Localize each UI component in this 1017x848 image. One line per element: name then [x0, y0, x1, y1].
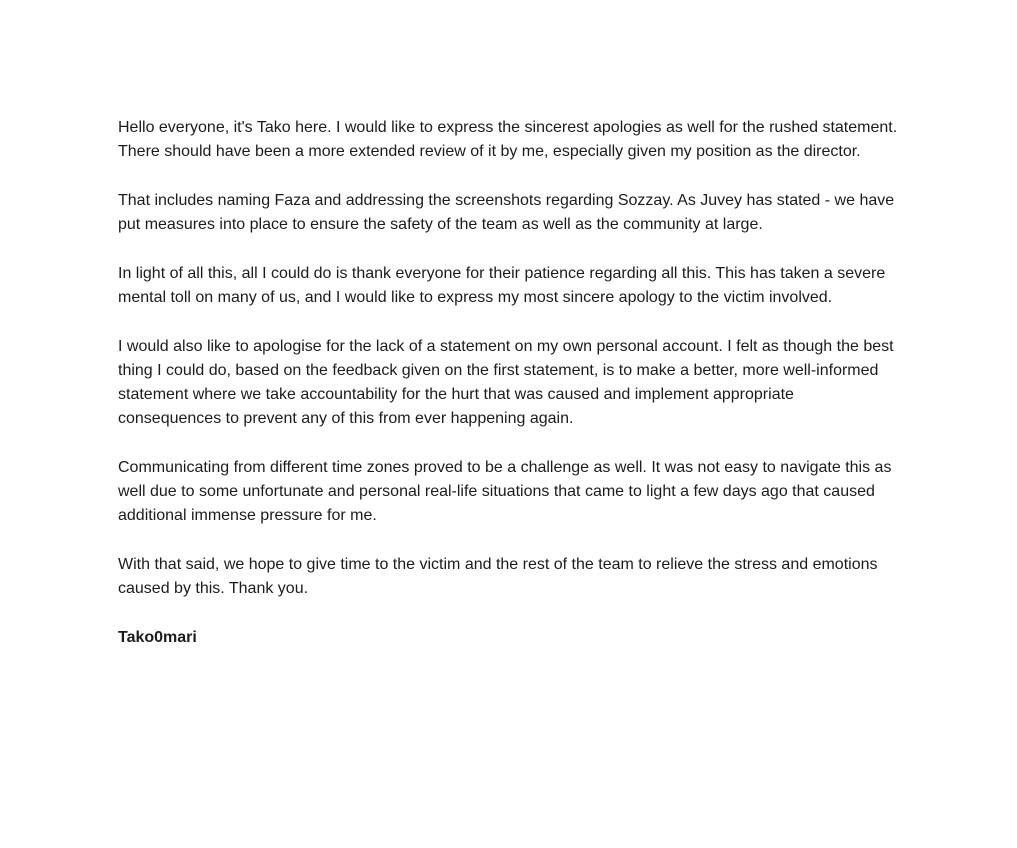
signature: Tako0mari [118, 629, 197, 646]
statement-paragraph-apology: I would also like to apologise for the lack of a statement on my own personal account. I felt as though the best thing I could do, based on the feedback given on the first statement, is to make a better, more well-informed statement where we take accountability for the hurt that was caused and implement appropriate consequences to prevent any of this from ever happening again. [118, 338, 894, 427]
statement-paragraph-intro: Hello everyone, it's Tako here. I would like to express the sincerest apologies as well for the rushed statement. There should have been a more extended review of it by me, especially given my position as the director. [118, 119, 898, 160]
statement-document [118, 116, 900, 650]
statement-paragraph-measures: That includes naming Faza and addressing the screenshots regarding Sozzay. As Juvey has stated - we have put measures into place to ensure the safety of the team as well as the community at large. [118, 192, 895, 233]
statement-paragraph-thanks: In light of all this, all I could do is thank everyone for their patience regarding all this. This has taken a severe mental toll on many of us, and I would like to express my most sincere apology to the victim involved. [118, 265, 886, 306]
statement-paragraph-closing: With that said, we hope to give time to the victim and the rest of the team to relieve the stress and emotions caused by this. Thank you. [118, 556, 878, 597]
statement-paragraph-timezones: Communicating from different time zones proved to be a challenge as well. It was not easy to navigate this as well due to some unfortunate and personal real-life situations that came to light a few days ago that caused additional immense pressure for me. [118, 459, 892, 524]
